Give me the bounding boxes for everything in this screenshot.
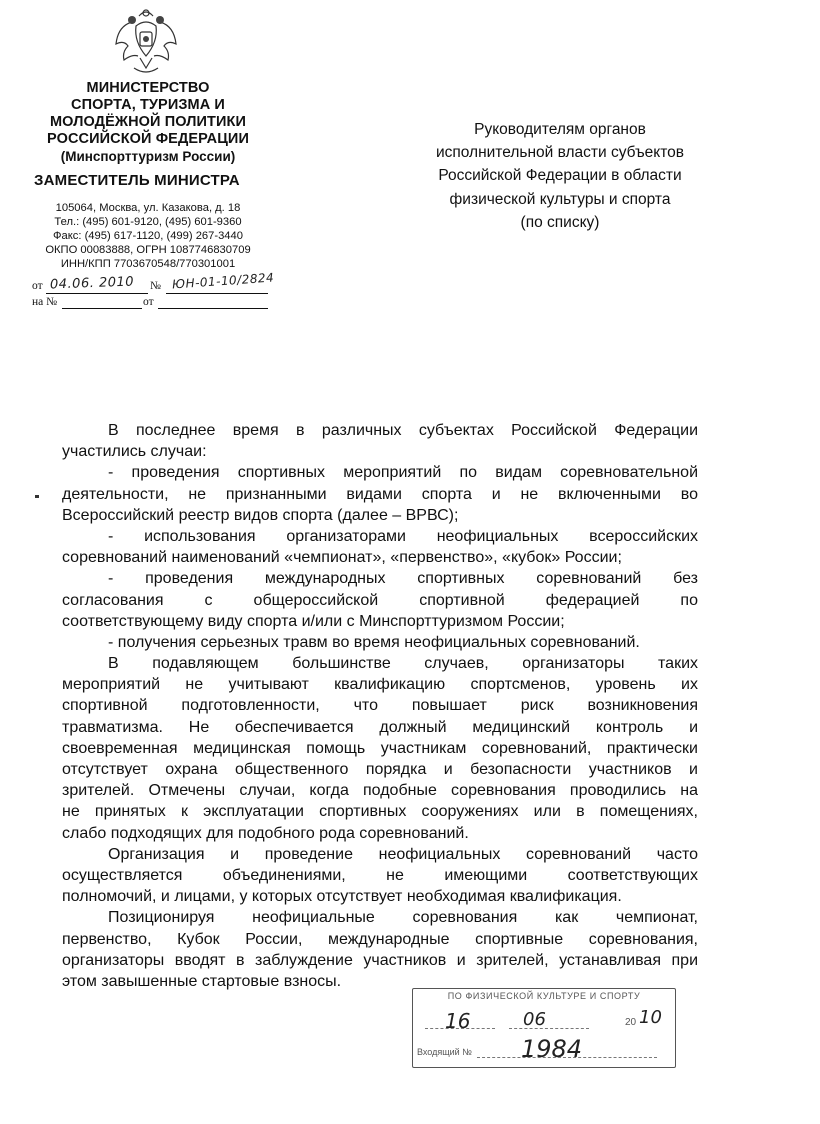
body-line: Позиционируя неофициальные соревнования как чемпионат, <box>108 909 698 927</box>
contact-line: 105064, Москва, ул. Казакова, д. 18 <box>55 202 241 214</box>
reg-reference-date-line <box>158 308 268 309</box>
body-line: зрителей. Отмечены случаи, когда подобные соревнования проводились на <box>62 782 698 800</box>
addressee-line: исполнительной власти субъектов <box>435 144 685 162</box>
letter-body <box>62 420 698 992</box>
body-line: организаторы вводят в заблуждение участников и зрителей, устанавливая при <box>62 951 698 969</box>
ministry-line: РОССИЙСКОЙ ФЕДЕРАЦИИ <box>47 131 249 147</box>
body-line: участились случаи: <box>62 443 207 461</box>
addressee-block <box>400 118 720 234</box>
body-line: деятельности, не признанными видами спорта и не включенными во <box>62 485 698 503</box>
incoming-stamp <box>412 988 676 1068</box>
body-line: - проведения международных спортивных соревнований без <box>108 570 698 588</box>
body-line: соответствующему виду спорта и/или с Минспорттуризмом России; <box>62 612 565 630</box>
body-line: В последнее время в различных субъектах Российской Федерации <box>108 422 698 439</box>
reg-reference-label: на № <box>32 296 58 308</box>
contact-block <box>28 201 268 271</box>
coat-of-arms-icon <box>112 6 180 78</box>
stamp-month: 06 <box>523 1009 546 1030</box>
stamp-year-prefix: 20 <box>625 1017 637 1028</box>
stamp-number-label: Входящий № <box>417 1047 472 1057</box>
body-line: осуществляется объединениями, не имеющими соответствующих <box>62 866 698 884</box>
contact-line: ИНН/КПП 7703670548/770301001 <box>60 258 236 270</box>
body-line: - проведения спортивных мероприятий по видам соревновательной <box>108 464 698 482</box>
body-line: полномочий, и лицами, у которых отсутствует необходимая квалификация. <box>62 888 622 906</box>
body-line: Организация и проведение неофициальных соревнований часто <box>108 845 698 863</box>
ministry-header <box>30 80 266 165</box>
stamp-number-row <box>417 1035 665 1063</box>
scan-mark <box>35 495 39 498</box>
reg-date-handwritten: 04.06. 2010 <box>49 274 135 293</box>
body-line: Всероссийский реестр видов спорта (далее – ВРВС); <box>62 506 459 524</box>
reg-date-label: от <box>32 280 43 292</box>
reg-reference-from-label: от <box>143 296 154 308</box>
body-line: этом завышенные стартовые взносы. <box>62 972 342 990</box>
addressee-line: Российской Федерации в области <box>438 167 682 185</box>
body-line: В подавляющем большинстве случаев, организаторы таких <box>108 655 698 673</box>
body-line: отсутствует охрана общественного порядка и безопасности участников и <box>62 761 698 778</box>
body-line: соревнований наименований «чемпионат», «первенство», «кубок» России; <box>62 549 622 567</box>
body-line: - использования организаторами неофициальных всероссийских <box>108 527 698 545</box>
reg-reference-line <box>62 308 142 309</box>
ministry-line: МОЛОДЁЖНОЙ ПОЛИТИКИ <box>50 114 246 130</box>
reg-date-line <box>46 293 148 294</box>
contact-line: Тел.: (495) 601-9120, (495) 601-9360 <box>54 216 242 228</box>
body-line: травматизма. Не обеспечивается должный медицинский контроль и <box>62 718 698 736</box>
body-line: своевременная медицинская помощь участникам соревнований, практически <box>62 739 698 757</box>
ministry-short-name: (Минспорттуризм России) <box>60 149 236 164</box>
reg-number-line <box>166 293 268 294</box>
reg-number-label: № <box>150 280 161 292</box>
body-line: слабо подходящих для подобного рода соревнований. <box>62 824 469 842</box>
body-line: мероприятий не учитывают квалификацию спортсменов, уровень их <box>62 676 698 694</box>
stamp-date-row <box>425 1007 665 1033</box>
ministry-line: МИНИСТЕРСТВО <box>86 80 210 96</box>
signatory-position: ЗАМЕСТИТЕЛЬ МИНИСТРА <box>34 172 240 189</box>
ministry-line: СПОРТА, ТУРИЗМА И <box>71 97 225 113</box>
stamp-number: 1984 <box>521 1035 583 1063</box>
stamp-year-suffix: 10 <box>639 1007 662 1028</box>
reg-number-handwritten: ЮН-01-10/2824 <box>171 270 275 292</box>
body-line: спортивной подготовленности, что повышает риск возникновения <box>62 697 698 715</box>
body-line: - получения серьезных травм во время неофициальных соревнований. <box>108 633 640 651</box>
addressee-line: физической культуры и спорта <box>449 190 671 208</box>
stamp-title: ПО ФИЗИЧЕСКОЙ КУЛЬТУРЕ И СПОРТУ <box>447 991 641 1001</box>
ministry-name <box>30 80 266 148</box>
addressee-line: Руководителям органов <box>474 121 646 138</box>
addressee-line: (по списку) <box>520 213 600 231</box>
body-line: первенство, Кубок России, международные спортивные соревнования, <box>62 930 698 948</box>
contact-line: Факс: (495) 617-1120, (499) 267-3440 <box>53 230 243 242</box>
stamp-day: 16 <box>445 1009 471 1033</box>
body-line: не принятых к эксплуатации спортивных сооружениях или в помещениях, <box>62 803 698 821</box>
contact-line: ОКПО 00083888, ОГРН 1087746830709 <box>45 244 251 256</box>
body-line: согласования с общероссийской спортивной федерацией по <box>62 591 698 609</box>
